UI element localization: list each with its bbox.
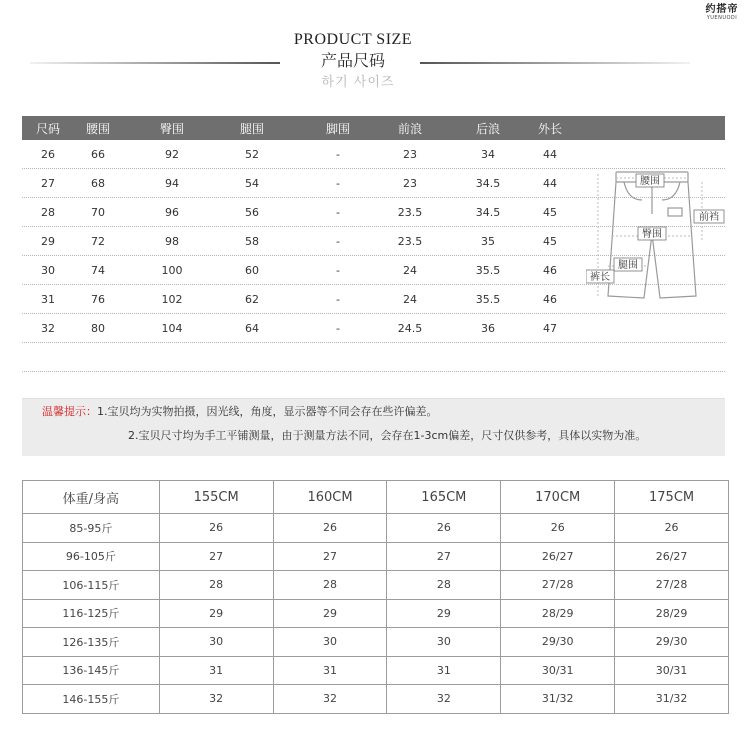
brand-logo-main: 约搭帝 xyxy=(705,4,739,15)
table-row xyxy=(23,628,729,657)
table-cell: 23.5 xyxy=(397,234,423,248)
table-cell: 45 xyxy=(543,205,557,219)
table-cell: 24 xyxy=(403,263,417,277)
size-table-header-cell: 后浪 xyxy=(475,121,500,136)
notice-box xyxy=(22,398,725,456)
size-table-header-cell: 外长 xyxy=(537,121,562,136)
table-cell: 26 xyxy=(41,147,55,161)
table-cell: 28/29 xyxy=(615,599,729,628)
table-cell: 34.5 xyxy=(475,205,501,219)
recommendation-header-cell: 170CM xyxy=(501,481,615,514)
table-cell: 29/30 xyxy=(501,628,615,657)
table-cell: 31 xyxy=(159,656,273,685)
table-cell: 31 xyxy=(273,656,387,685)
brand-logo-sub: YUENUODI xyxy=(706,15,738,21)
table-cell: 96-105斤 xyxy=(23,542,160,571)
table-cell: 126-135斤 xyxy=(23,628,160,657)
table-row xyxy=(23,656,729,685)
table-cell: - xyxy=(336,321,340,335)
table-cell: 74 xyxy=(91,263,105,277)
table-cell: 27 xyxy=(41,176,55,190)
table-cell: 98 xyxy=(165,234,179,248)
table-cell: 92 xyxy=(165,147,179,161)
table-cell: 76 xyxy=(91,292,105,306)
title-english: PRODUCT SIZE xyxy=(293,31,413,48)
table-cell: 27 xyxy=(273,542,387,571)
table-cell: 27/28 xyxy=(501,571,615,600)
table-cell: 27/28 xyxy=(615,571,729,600)
table-cell: 26 xyxy=(159,514,273,543)
table-cell: 31 xyxy=(41,292,55,306)
table-cell: 30/31 xyxy=(615,656,729,685)
recommendation-header-cell: 体重/身高 xyxy=(23,481,160,514)
thigh-label: 腿围 xyxy=(618,260,638,271)
recommendation-header-cell: 155CM xyxy=(159,481,273,514)
size-table-header-cell: 尺码 xyxy=(35,121,60,136)
table-row xyxy=(23,571,729,600)
table-cell: 24.5 xyxy=(397,321,423,335)
table-cell: - xyxy=(336,263,340,277)
table-cell: 26/27 xyxy=(615,542,729,571)
table-cell: 102 xyxy=(161,292,183,306)
table-cell: 32 xyxy=(41,321,55,335)
table-cell: 23.5 xyxy=(397,205,423,219)
size-table-header-cell: 脚围 xyxy=(325,121,350,136)
pants-sketch-diagram xyxy=(586,170,726,310)
table-cell: 30 xyxy=(273,628,387,657)
table-row xyxy=(23,514,729,543)
table-cell: 52 xyxy=(245,147,259,161)
table-cell: 31/32 xyxy=(615,685,729,714)
size-table-header-cell: 腰围 xyxy=(85,121,110,136)
table-cell: 72 xyxy=(91,234,105,248)
notice-text-1: 1.宝贝均为实物拍摄，因光线，角度，显示器等不同会存在些许偏差。 xyxy=(97,405,438,418)
table-cell: 32 xyxy=(159,685,273,714)
size-table-header-cell: 腿围 xyxy=(239,121,264,136)
table-cell: 60 xyxy=(245,263,259,277)
table-cell: 32 xyxy=(387,685,501,714)
table-cell: 62 xyxy=(245,292,259,306)
table-cell: - xyxy=(336,176,340,190)
table-cell: 28 xyxy=(41,205,55,219)
notice-line-1 xyxy=(42,403,438,419)
table-cell: 54 xyxy=(245,176,259,190)
table-cell: 31/32 xyxy=(501,685,615,714)
table-cell: 85-95斤 xyxy=(23,514,160,543)
table-cell: 27 xyxy=(159,542,273,571)
table-cell: 96 xyxy=(165,205,179,219)
table-row xyxy=(23,599,729,628)
table-cell: 30 xyxy=(387,628,501,657)
table-cell: 34 xyxy=(481,147,495,161)
table-cell: 46 xyxy=(543,292,557,306)
table-cell: 70 xyxy=(91,205,105,219)
table-cell: - xyxy=(336,147,340,161)
table-cell: 35.5 xyxy=(475,292,501,306)
table-cell: 26 xyxy=(387,514,501,543)
notice-label: 温馨提示： xyxy=(42,405,97,418)
table-cell: 35.5 xyxy=(475,263,501,277)
title-korean: 하기 사이즈 xyxy=(321,75,395,90)
table-cell: 35 xyxy=(481,234,495,248)
table-cell: 28 xyxy=(387,571,501,600)
length-label: 裤长 xyxy=(590,272,610,283)
table-cell: - xyxy=(336,205,340,219)
brand-logo xyxy=(702,4,742,21)
table-cell: 34.5 xyxy=(475,176,501,190)
recommendation-header-cell: 175CM xyxy=(615,481,729,514)
hip-label: 臀围 xyxy=(642,229,662,240)
table-cell: 58 xyxy=(245,234,259,248)
table-cell: 24 xyxy=(403,292,417,306)
table-cell: 30 xyxy=(159,628,273,657)
table-cell: 23 xyxy=(403,176,417,190)
table-cell: 31 xyxy=(387,656,501,685)
size-table-header xyxy=(22,116,725,140)
table-row xyxy=(22,140,725,169)
table-cell: 100 xyxy=(161,263,183,277)
recommendation-table-header xyxy=(23,481,729,514)
table-cell: 146-155斤 xyxy=(23,685,160,714)
table-cell: 44 xyxy=(543,147,557,161)
table-cell: 56 xyxy=(245,205,259,219)
notice-line-2: 2.宝贝尺寸均为手工平铺测量，由于测量方法不同，会存在1-3cm偏差，尺寸仅供参考，具体以实物为准。 xyxy=(128,429,647,442)
recommendation-table xyxy=(22,480,729,714)
table-cell: 28/29 xyxy=(501,599,615,628)
table-cell: 36 xyxy=(481,321,495,335)
table-cell: 28 xyxy=(273,571,387,600)
table-cell: 26/27 xyxy=(501,542,615,571)
title-chinese: 产品尺码 xyxy=(320,51,385,70)
table-row xyxy=(22,314,725,343)
table-cell: 29 xyxy=(387,599,501,628)
table-cell: 80 xyxy=(91,321,105,335)
size-table-header-cell: 前浪 xyxy=(397,121,422,136)
table-cell: - xyxy=(336,234,340,248)
table-cell: 26 xyxy=(615,514,729,543)
table-cell: 116-125斤 xyxy=(23,599,160,628)
waist-label: 腰围 xyxy=(640,176,660,187)
table-cell: 64 xyxy=(245,321,259,335)
table-cell: 26 xyxy=(273,514,387,543)
table-cell: 30/31 xyxy=(501,656,615,685)
table-cell: 136-145斤 xyxy=(23,656,160,685)
table-row xyxy=(23,542,729,571)
table-cell: 27 xyxy=(387,542,501,571)
table-row xyxy=(23,685,729,714)
table-cell: 46 xyxy=(543,263,557,277)
table-cell: 94 xyxy=(165,176,179,190)
table-row-empty xyxy=(22,343,725,372)
table-cell: - xyxy=(336,292,340,306)
table-cell: 28 xyxy=(159,571,273,600)
table-cell: 66 xyxy=(91,147,105,161)
table-cell: 32 xyxy=(273,685,387,714)
section-header xyxy=(0,28,750,98)
table-cell: 45 xyxy=(543,234,557,248)
table-cell: 29 xyxy=(159,599,273,628)
size-table-header-cell: 臀围 xyxy=(159,121,184,136)
table-cell: 29/30 xyxy=(615,628,729,657)
table-cell: 104 xyxy=(161,321,183,335)
recommendation-header-cell: 165CM xyxy=(387,481,501,514)
table-cell: 23 xyxy=(403,147,417,161)
table-cell: 29 xyxy=(273,599,387,628)
table-cell: 29 xyxy=(41,234,55,248)
front-rise-label: 前裆 xyxy=(699,212,719,223)
table-cell: 30 xyxy=(41,263,55,277)
table-cell: 44 xyxy=(543,176,557,190)
table-cell: 47 xyxy=(543,321,557,335)
table-cell: 26 xyxy=(501,514,615,543)
table-cell: 68 xyxy=(91,176,105,190)
table-cell: 106-115斤 xyxy=(23,571,160,600)
recommendation-header-cell: 160CM xyxy=(273,481,387,514)
